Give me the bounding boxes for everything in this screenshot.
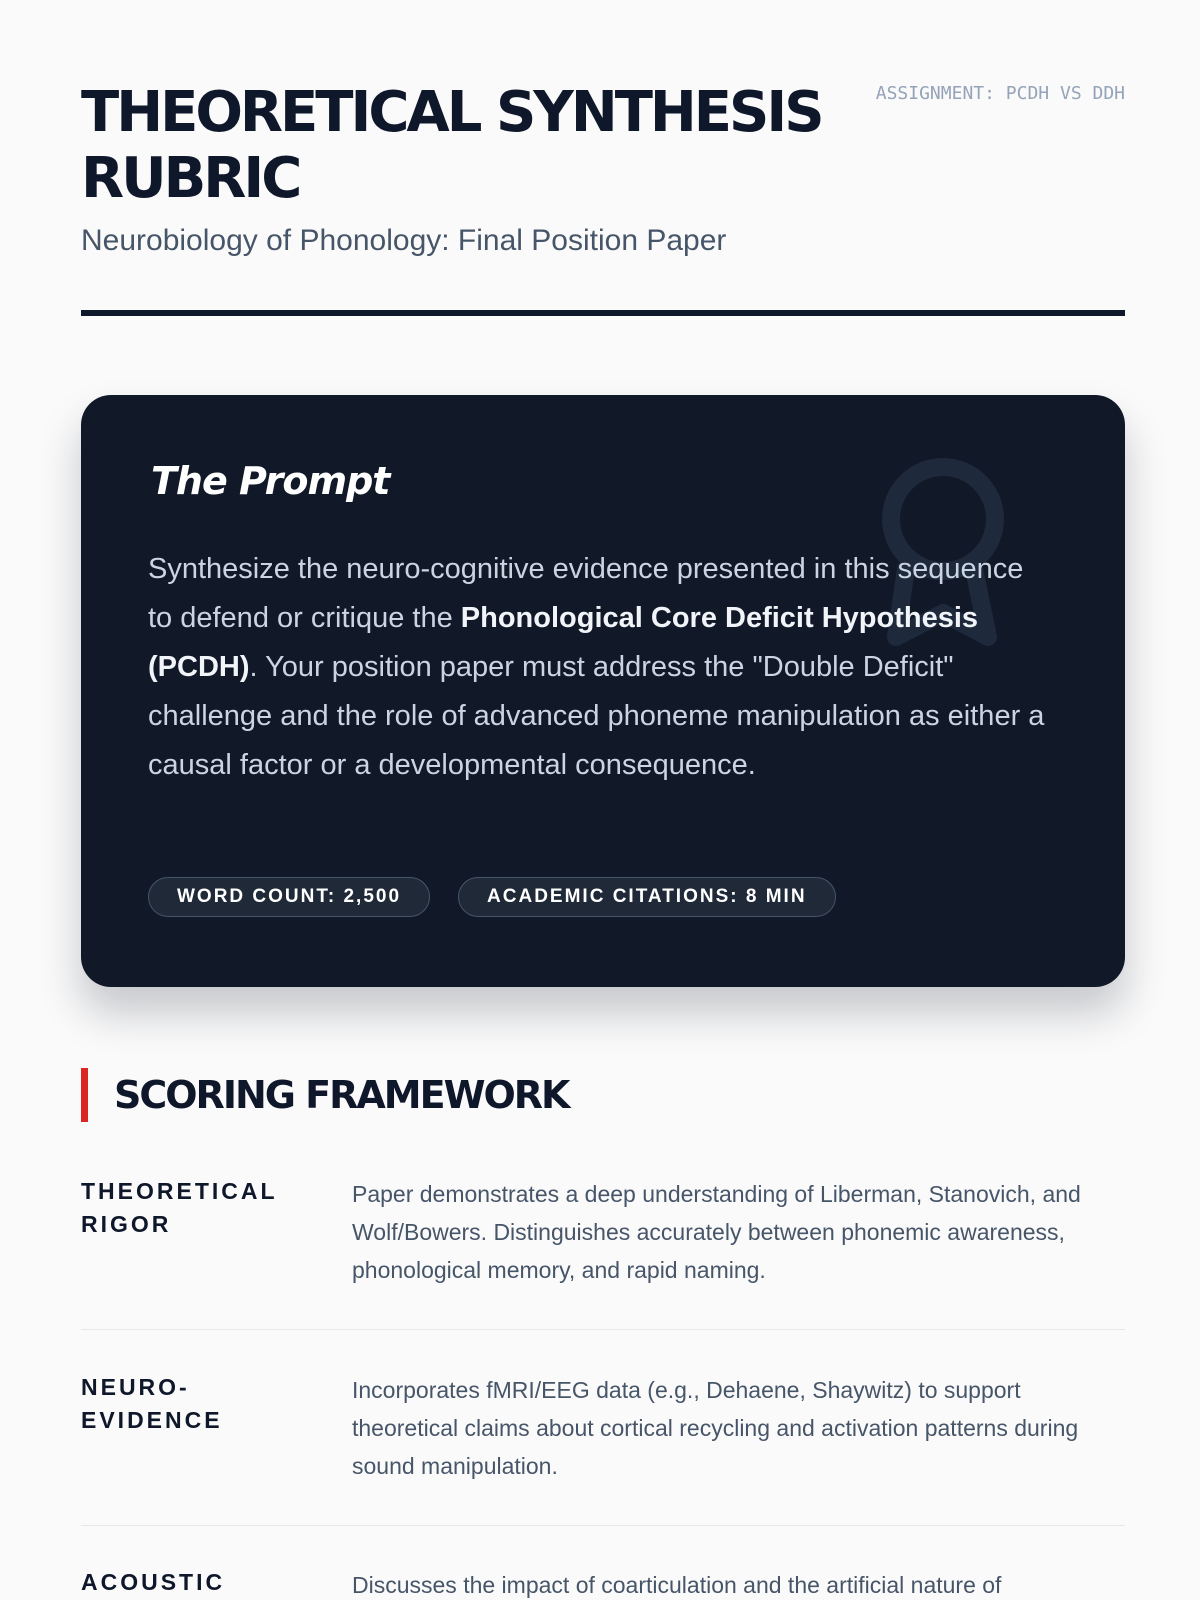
prompt-emphasis: Phonological Core Deficit Hypothesis (PCDH) [148, 602, 979, 683]
criterion-label: THEORETICAL RIGOR [81, 1178, 278, 1237]
criterion-label: NEURO-EVIDENCE [81, 1374, 223, 1433]
criterion-description: Incorporates fMRI/EEG data (e.g., Dehaene, Shaywitz) to support theoretical claims about cortical recycling and activation patterns during sound manipulation. [352, 1377, 1079, 1479]
accent-bar [81, 1068, 88, 1122]
prompt-card [81, 395, 1125, 987]
rubric-page [81, 0, 1125, 1598]
scoring-title: SCORING FRAMEWORK [114, 1073, 569, 1117]
word-count-tag: WORD COUNT: 2,500 [148, 877, 430, 917]
criterion-row [81, 1175, 1125, 1330]
criterion-row [81, 1566, 1125, 1600]
citations-tag: ACADEMIC CITATIONS: 8 MIN [458, 877, 836, 917]
criterion-label: ACOUSTIC [81, 1569, 226, 1595]
page-subtitle: Neurobiology of Phonology: Final Position Paper [81, 224, 727, 257]
criterion-description: Paper demonstrates a deep understanding of Liberman, Stanovich, and Wolf/Bowers. Distinguishes accurately between phonemic awareness, phonological memory, and rapid naming. [352, 1181, 1081, 1283]
prompt-tags [148, 877, 836, 917]
page-header [81, 0, 1125, 316]
criterion-row [81, 1371, 1125, 1526]
prompt-text: Synthesize the neuro-cognitive evidence presented in this sequence to defend or critique the Phonological Core Deficit Hypothesis (PCDH). Your position paper must address the "Double Deficit" challenge and the role of advanced phoneme manipulation as either a causal factor or a developmental consequence. [148, 553, 1045, 781]
page-title: THEORETICAL SYNTHESIS RUBRIC [81, 80, 822, 211]
assignment-code: ASSIGNMENT: PCDH VS DDH [875, 83, 1125, 104]
criterion-description: Discusses the impact of coarticulation and the artificial nature of [352, 1572, 1002, 1598]
prompt-title: The Prompt [151, 459, 390, 503]
